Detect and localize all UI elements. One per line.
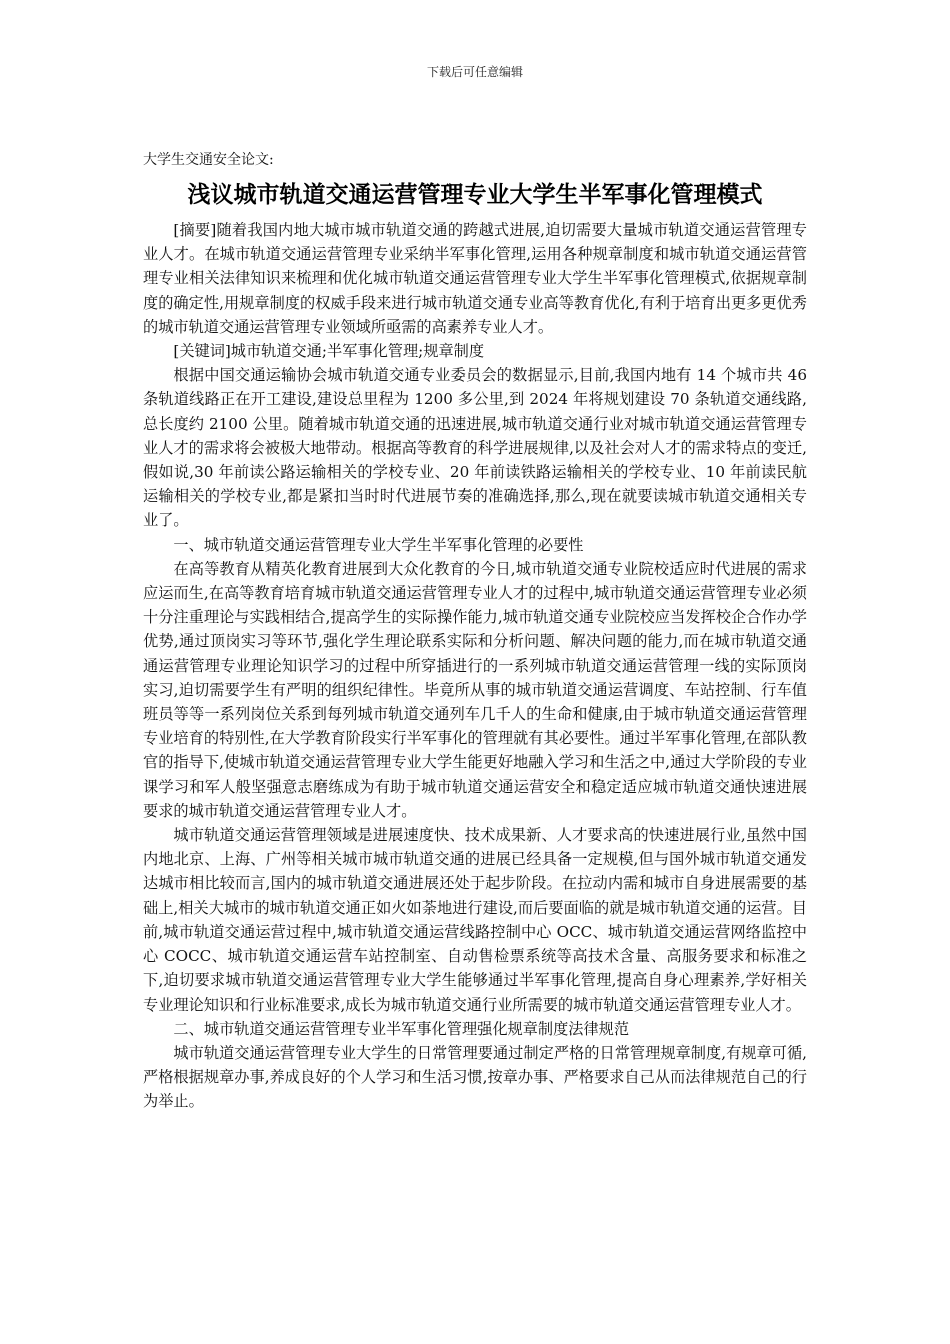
section-1-paragraph-1: 在高等教育从精英化教育进展到大众化教育的今日,城市轨道交通专业院校适应时代进展的需求应运而生,在高等教育培育城市轨道交通运营管理专业人才的过程中,城市轨道交通运营管理专业必须十分注重理论与实践相结合,提高学生的实际操作能力,城市轨道交通专业院校应当发挥校企合作办学优势,通过顶岗实习等环节,强化学生理论联系实际和分析问题、解决问题的能力,而在城市轨道交通通运营管理专业理论知识学习的过程中所穿插进行的一系列城市轨道交通运营管理一线的实际顶岗实习,迫切需要学生有严明的组织纪律性。毕竟所从事的城市轨道交通运营调度、车站控制、行车值班员等等一系列岗位关系到每列城市轨道交通列车几千人的生命和健康,由于城市轨道交通运营管理专业培育的特别性,在大学教育阶段实行半军事化的管理就有其必要性。通过半军事化管理,在部队教官的指导下,使城市轨道交通运营管理专业大学生能更好地融入学习和生活之中,通过大学阶段的专业课学习和军人般坚强意志磨练成为有助于城市轨道交通运营安全和稳定适应城市轨道交通快速进展要求的城市轨道交通运营管理专业人才。: [143, 559, 807, 820]
section-1-paragraph-2: 城市轨道交通运营管理领域是进展速度快、技术成果新、人才要求高的快速进展行业,虽然中国内地北京、上海、广州等相关城市城市轨道交通的进展已经具备一定规模,但与国外城市轨道交通发达城市相比较而言,国内的城市轨道交通进展还处于起步阶段。在拉动内需和城市自身进展需要的基础上,相关大城市的城市轨道交通正如火如荼地进行建设,而后要面临的就是城市轨道交通的运营。目前,城市轨道交通运营过程中,城市轨道交通运营线路控制中心 OCC、城市轨道交通运营网络监控中心 COCC、城市轨道交通运营车站控制室、自动售检票系统等高技术含量、高服务要求和标准之下,迫切要求城市轨道交通运营管理专业大学生能够通过半军事化管理,提高自身心理素养,学好相关专业理论知识和行业标准要求,成长为城市轨道交通行业所需要的城市轨道交通运营管理专业人才。: [143, 826, 807, 1014]
page-header-note: 下载后可任意编辑: [426, 65, 523, 79]
abstract-paragraph: [摘要]随着我国内地大城市城市轨道交通的跨越式进展,迫切需要大量城市轨道交通运营管理专业人才。在城市轨道交通运营管理专业采纳半军事化管理,运用各种规章制度和城市轨道交通运营管理专业相关法律知识来梳理和优化城市轨道交通运营管理专业大学生半军事化管理模式,依据规章制度的确定性,用规章制度的权威手段来进行城市轨道交通专业高等教育优化,有利于培育出更多更优秀的城市轨道交通运营管理专业领域所亟需的高素养专业人才。: [143, 221, 807, 336]
section-1-heading: 一、城市轨道交通运营管理专业大学生半军事化管理的必要性: [173, 535, 584, 554]
section-2-heading: 二、城市轨道交通运营管理专业半军事化管理强化规章制度法律规范: [173, 1019, 630, 1038]
series-label: 大学生交通安全论文:: [143, 152, 274, 168]
keywords-paragraph: [关键词]城市轨道交通;半军事化管理;规章制度: [173, 342, 485, 361]
section-2-paragraph-1: 城市轨道交通运营管理专业大学生的日常管理要通过制定严格的日常管理规章制度,有规章可循,严格根据规章办事,养成良好的个人学习和生活习惯,按章办事、严格要求自己从而法律规范自己的行为举止。: [143, 1043, 807, 1111]
document-title: 浅议城市轨道交通运营管理专业大学生半军事化管理模式: [187, 182, 763, 208]
document-body: [143, 150, 807, 1114]
intro-paragraph: 根据中国交通运输协会城市轨道交通专业委员会的数据显示,目前,我国内地有 14 个城市共 46 条轨道线路正在开工建设,建设总里程为 1200 多公里,到 2024 年将规划建设 70 条轨道交通线路,总长度约 2100 公里。随着城市轨道交通的迅速进展,城市轨道交通行业对城市轨道交通运营管理专业人才的需求将会被极大地带动。根据高等教育的科学进展规律,以及社会对人才的需求特点的变迁,假如说,30 年前读公路运输相关的学校专业、20 年前读铁路运输相关的学校专业、10 年前读民航运输相关的学校专业,都是紧扣当时时代进展节奏的准确选择,那么,现在就要读城市轨道交通相关专业了。: [143, 366, 807, 530]
